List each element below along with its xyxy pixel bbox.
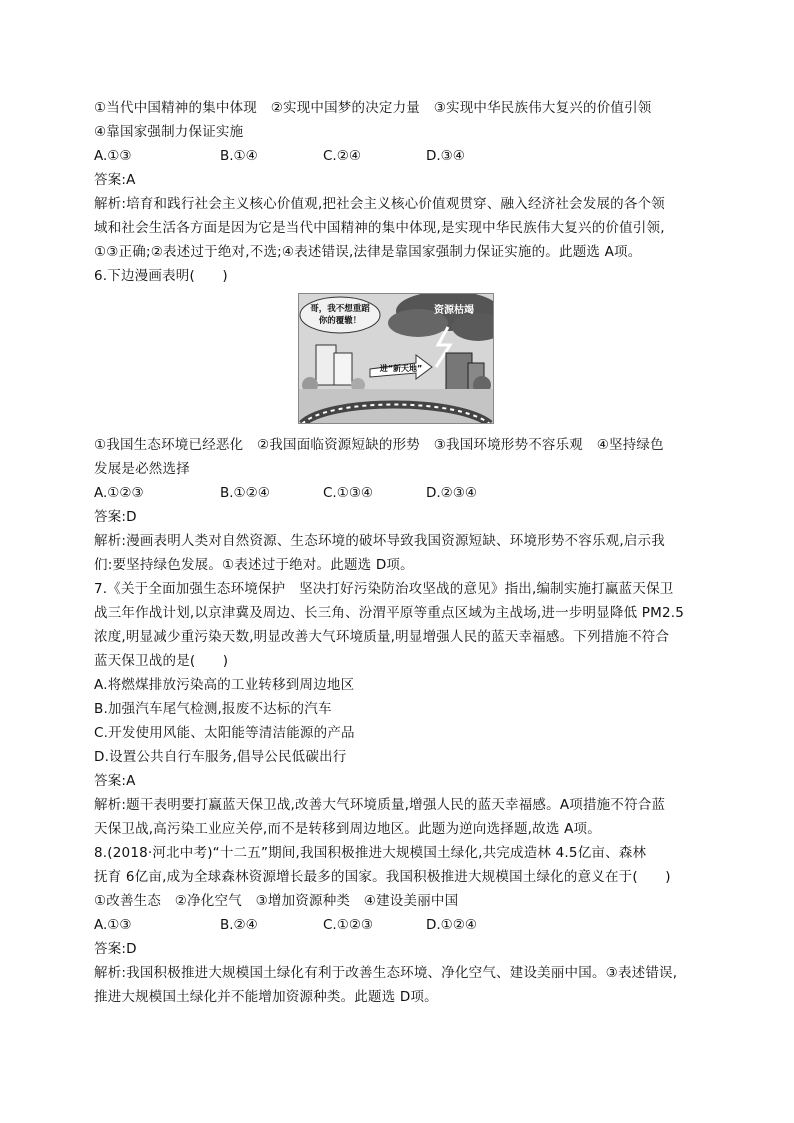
q6-option-b: B.①②④ [220,485,270,501]
q7-answer: 答案:A [94,773,136,789]
q8-option-b: B.②④ [220,917,258,933]
q6-cartoon [298,293,494,424]
q5-option-d: D.③④ [426,148,465,164]
q7-option-d: D.设置公共自行车服务,倡导公民低碳出行 [94,749,347,765]
q5-analysis-line2: 域和社会生活各方面是因为它是当代中国精神的集中体现,是实现中华民族伟大复兴的价值引领, [94,220,665,236]
q7-option-b: B.加强汽车尾气检测,报废不达标的汽车 [94,701,332,717]
q7-stem-line1: 7.《关于全面加强生态环境保护 坚决打好污染防治攻坚战的意见》指出,编制实施打赢蓝天保卫 [94,581,674,597]
q8-analysis-line2: 推进大规模国土绿化并不能增加资源种类。此题选 D项。 [94,989,438,1005]
q8-answer: 答案:D [94,941,137,957]
q6-option-d: D.②③④ [426,485,477,501]
q5-analysis-line3: ①③正确;②表述过于绝对,不选;④表述错误,法律是靠国家强制力保证实施的。此题选 A项。 [94,244,642,260]
q6-choices-line1: ①我国生态环境已经恶化 ②我国面临资源短缺的形势 ③我国环境形势不容乐观 ④坚持绿色 [94,437,664,453]
q7-stem-line2: 战三年作战计划,以京津冀及周边、长三角、汾渭平原等重点区域为主战场,进一步明显降低 PM2.5 [94,605,685,621]
q8-option-c: C.①②③ [323,917,374,933]
q8-option-d: D.①②④ [426,917,477,933]
q5-choices-line2: ④靠国家强制力保证实施 [94,124,244,140]
q7-stem-line4: 蓝天保卫战的是( ) [94,653,229,669]
left-building-2 [334,353,352,385]
speech-bubble [300,297,380,333]
q8-analysis-line1: 解析:我国积极推进大规模国土绿化有利于改善生态环境、净化空气、建设美丽中国。③表述错误, [94,965,678,981]
q7-analysis-line2: 天保卫战,高污染工业应关停,而不是转移到周边地区。此题为逆向选择题,故选 A项。 [94,821,601,837]
q5-option-b: B.①④ [220,148,258,164]
q6-answer: 答案:D [94,509,137,525]
q5-analysis-line1: 解析:培育和践行社会主义核心价值观,把社会主义核心价值观贯穿、融入经济社会发展的各个领 [94,196,665,212]
cloud-label: 资源枯竭 [434,305,474,316]
q6-analysis-line1: 解析:漫画表明人类对自然资源、生态环境的破坏导致我国资源短缺、环境形势不容乐观,启示我 [94,533,665,549]
q8-option-a: A.①③ [94,917,132,933]
q6-choices-line2: 发展是必然选择 [94,461,190,477]
q8-stem-line1: 8.(2018·河北中考)“十二五”期间,我国积极推进大规模国土绿化,共完成造林 4.5亿亩、森林 [94,845,647,861]
q7-option-a: A.将燃煤排放污染高的工业转移到周边地区 [94,677,355,693]
speech-line2: 你的覆辙！ [318,316,362,326]
q5-option-c: C.②④ [323,148,361,164]
cartoon-illustration [298,293,494,424]
q7-stem-line3: 浓度,明显减少重污染天数,明显改善大气环境质量,明显增强人民的蓝天幸福感。下列措施不符合 [94,629,670,645]
q5-choices-line1: ①当代中国精神的集中体现 ②实现中国梦的决定力量 ③实现中华民族伟大复兴的价值引领 [94,100,652,116]
q8-choices-line1: ①改善生态 ②净化空气 ③增加资源种类 ④建设美丽中国 [94,893,459,909]
speech-line1: 哥，我不想重蹈 [310,304,370,314]
q7-analysis-line1: 解析:题干表明要打赢蓝天保卫战,改善大气环境质量,增强人民的蓝天幸福感。A项措施不符合蓝 [94,797,666,813]
q5-option-a: A.①③ [94,148,132,164]
q6-option-a: A.①②③ [94,485,144,501]
q6-analysis-line2: 们:要坚持绿色发展。①表述过于绝对。此题选 D项。 [94,557,414,573]
q5-answer: 答案:A [94,172,136,188]
left-building [316,345,336,385]
q6-option-c: C.①③④ [323,485,374,501]
sign-label: 进“新天地” [379,364,423,373]
q6-stem: 6.下边漫画表明( ) [94,268,228,284]
q7-option-c: C.开发使用风能、太阳能等清洁能源的产品 [94,725,355,741]
q8-stem-line2: 抚育 6亿亩,成为全球森林资源增长最多的国家。我国积极推进大规模国土绿化的意义在于( ) [94,869,671,885]
